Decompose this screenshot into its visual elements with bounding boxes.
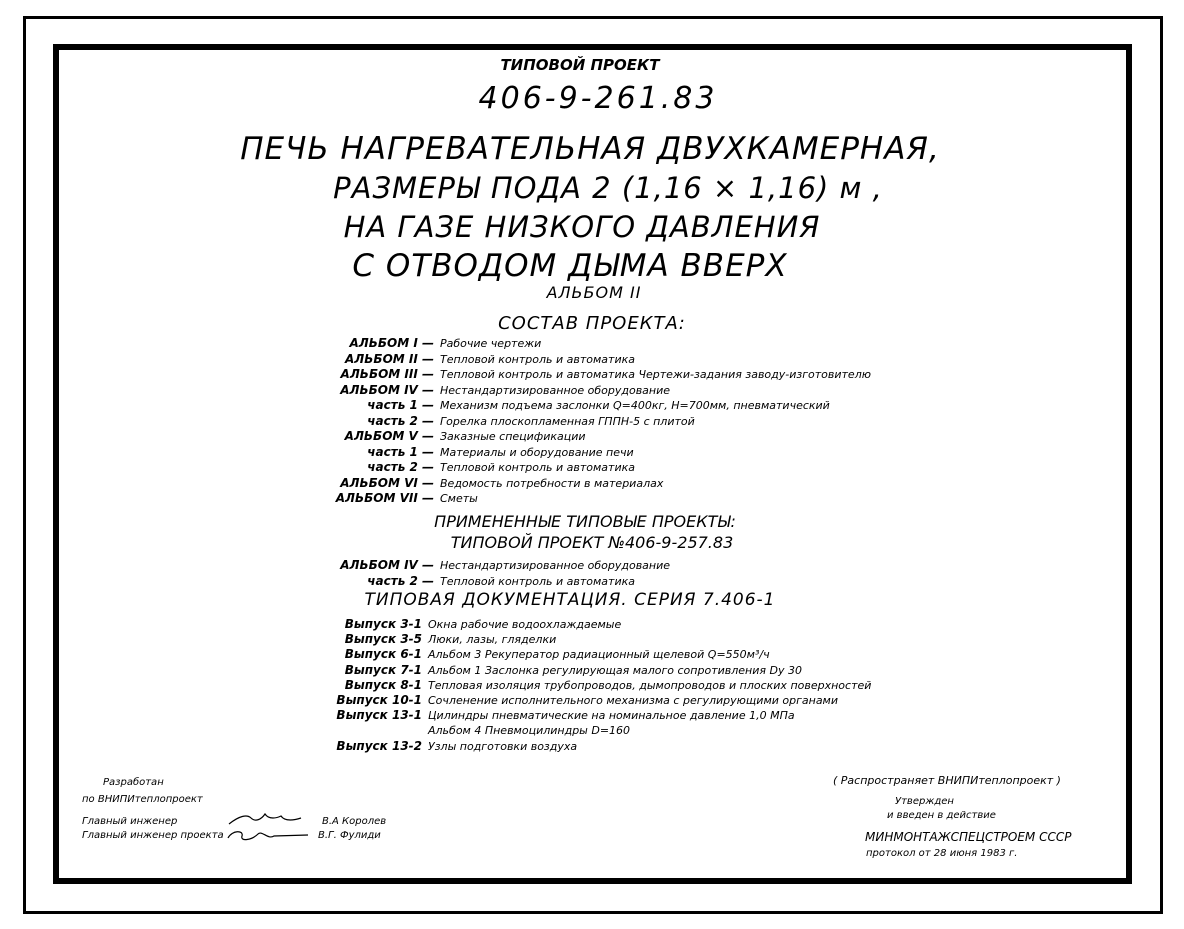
list-item-label: часть 2 — (367, 573, 434, 588)
applied-project: ТИПОВОЙ ПРОЕКТ №406-9-257.83 (450, 533, 734, 552)
list-item-text: Люки, лазы, гляделки (428, 633, 557, 647)
list-item (330, 381, 670, 397)
list-item-label: АЛЬБОМ V — (344, 429, 434, 443)
list-item (330, 350, 635, 366)
title-line-4: С ОТВОДОМ ДЫМА ВВЕРХ (352, 248, 788, 284)
typical-docs-heading: ТИПОВАЯ ДОКУМЕНТАЦИЯ. СЕРИЯ 7.406-1 (364, 590, 776, 610)
developed-line-2: по ВНИПИтеплопроект (82, 794, 203, 805)
list-item (330, 556, 670, 572)
list-item-text: Нестандартизированное оборудование (440, 383, 671, 397)
list-item-text: Заказные спецификации (440, 430, 586, 443)
list-item-text: Горелка плоскопламенная ГППН-5 с плитой (440, 414, 695, 428)
album-label: АЛЬБОМ II (546, 283, 642, 302)
list-item-label: АЛЬБОМ I — (349, 336, 434, 350)
distributor-text: ( Распространяет ВНИПИтеплопроект ) (833, 774, 1061, 787)
list-item-label: часть 2 — (367, 413, 434, 428)
list-item-text: Альбом 4 Пневмоцилиндры D=160 (428, 724, 631, 738)
list-item-text: Сочленение исполнительного механизма с регулирующими органами (428, 694, 839, 707)
list-item-text: Тепловой контроль и автоматика (440, 352, 635, 366)
list-item-label: Выпуск 3-5 (344, 632, 422, 647)
signature-chief-project (222, 826, 312, 846)
list-item (330, 365, 871, 381)
list-item-text: Нестандартизированное оборудование (440, 559, 671, 572)
project-number: 406-9-261.83 (478, 81, 718, 116)
list-item-text: Ведомость потребности в материалах (440, 476, 664, 490)
list-item (330, 572, 635, 588)
list-item (330, 458, 635, 474)
approved-line-2: и введен в действие (887, 810, 996, 821)
list-item-text: Тепловая изоляция трубопроводов, дымопроводов и плоских поверхностей (428, 678, 872, 692)
list-item (330, 412, 695, 428)
list-item-text: Сметы (440, 492, 478, 505)
project-label: ТИПОВОЙ ПРОЕКТ (500, 56, 660, 74)
list-item (330, 691, 838, 707)
protocol-text: протокол от 28 июня 1983 г. (866, 848, 1018, 859)
approved-line-1: Утвержден (895, 796, 954, 807)
chief-project-role: Главный инженер проекта (82, 830, 224, 841)
list-item-label: Выпуск 7-1 (344, 662, 422, 677)
list-item-text: Тепловой контроль и автоматика (440, 461, 635, 474)
list-item-label: Выпуск 3-1 (344, 617, 422, 631)
list-item (330, 474, 663, 490)
developed-line-1: Разработан (103, 777, 164, 788)
list-item (330, 721, 630, 737)
list-item-text: Альбом 3 Рекуператор радиационный щелевой Q=550м³/ч (428, 648, 770, 662)
list-item (330, 737, 577, 753)
list-item (330, 427, 586, 443)
list-item (330, 334, 541, 350)
list-item-label: АЛЬБОМ IV — (340, 382, 434, 397)
list-item (330, 661, 802, 677)
chief-project-name: В.Г. Фулиди (318, 830, 381, 841)
list-item-label: часть 1 — (367, 444, 434, 459)
ministry-name: МИНМОНТАЖСПЕЦСТРОЕМ СССР (865, 830, 1072, 844)
list-item-text: Рабочие чертежи (440, 337, 542, 350)
list-item-label: Выпуск 13-1 (336, 708, 422, 723)
list-item (330, 706, 795, 722)
list-item (330, 443, 634, 459)
list-item-label: часть 1 — (367, 398, 434, 412)
title-line-3: НА ГАЗЕ НИЗКОГО ДАВЛЕНИЯ (343, 210, 821, 244)
composition-heading: СОСТАВ ПРОЕКТА: (498, 313, 686, 334)
list-item-label: часть 2 — (367, 460, 434, 474)
applied-heading: ПРИМЕНЕННЫЕ ТИПОВЫЕ ПРОЕКТЫ: (434, 512, 736, 531)
list-item-label: АЛЬБОМ II — (345, 351, 434, 366)
chief-engineer-name: В.А Королев (322, 816, 387, 827)
chief-engineer-role: Главный инженер (82, 816, 178, 827)
list-item-label: Выпуск 8-1 (344, 677, 422, 692)
list-item-label: АЛЬБОМ III — (340, 367, 434, 381)
list-item-label: Выпуск 10-1 (336, 693, 422, 707)
title-line-2: РАЗМЕРЫ ПОДА 2 (1,16 × 1,16) м , (333, 171, 883, 205)
list-item-text: Окна рабочие водоохлаждаемые (428, 618, 622, 631)
list-item (330, 489, 478, 505)
list-item (330, 396, 830, 412)
list-item-label: АЛЬБОМ IV — (340, 558, 434, 572)
list-item-label: АЛЬБОМ VII — (335, 491, 434, 505)
title-line-1: ПЕЧЬ НАГРЕВАТЕЛЬНАЯ ДВУХКАМЕРНАЯ, (240, 131, 940, 167)
list-item-text: Альбом 1 Заслонка регулирующая малого сопротивления Dу 30 (428, 663, 802, 677)
list-item (330, 645, 770, 661)
list-item (330, 676, 871, 692)
list-item (330, 615, 621, 631)
list-item-text: Тепловой контроль и автоматика (440, 574, 635, 588)
list-item-text: Цилиндры пневматические на номинальное давление 1,0 МПа (428, 709, 795, 723)
list-item-text: Материалы и оборудование печи (440, 445, 634, 459)
list-item-text: Механизм подъема заслонки Q=400кг, Н=700мм, пневматический (440, 399, 830, 412)
list-item-label: АЛЬБОМ VI — (340, 475, 434, 490)
list-item-label: Выпуск 13-2 (336, 738, 422, 753)
list-item-text: Узлы подготовки воздуха (428, 739, 578, 753)
list-item (330, 630, 556, 646)
list-item-label: Выпуск 6-1 (344, 647, 422, 662)
list-item-text: Тепловой контроль и автоматика Чертежи-задания заводу-изготовителю (440, 368, 871, 381)
